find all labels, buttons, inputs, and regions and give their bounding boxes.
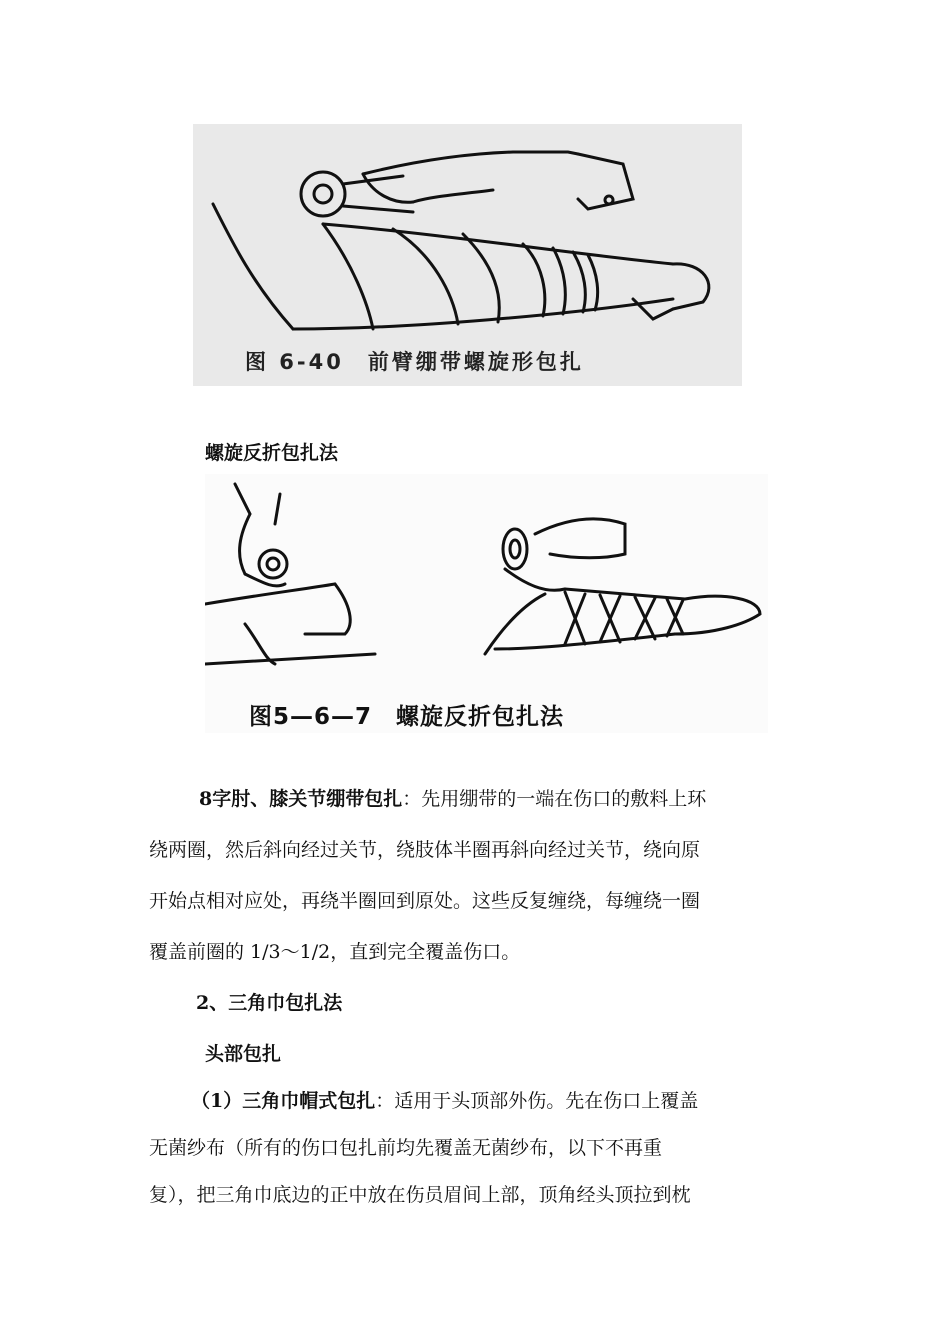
paragraph-figure-eight-line-2: 绕两圈，然后斜向经过关节，绕肢体半圈再斜向经过关节，绕向原 [149,839,701,861]
paragraph-title: 8字肘、膝关节绷带包扎 [199,788,403,810]
heading-triangle-bandage: 2、三角巾包扎法 [196,992,343,1014]
heading-spiral-reverse: 螺旋反折包扎法 [205,442,339,464]
paragraph-figure-eight-line-4: 覆盖前圈的 1/3～1/2，直到完全覆盖伤口。 [149,941,521,963]
figure-caption: 图5—6—7 螺旋反折包扎法 [249,704,565,730]
paragraph-triangle-cap-line-1 [191,1076,698,1127]
paragraph-text: ：先用绷带的一端在伤口的敷料上环 [402,788,707,810]
figure-caption: 图 6-40 前臂绷带螺旋形包扎 [245,350,584,374]
paragraph-figure-eight-line-3: 开始点相对应处，再绕半圈回到原处。这些反复缠绕，每缠绕一圈 [149,890,701,912]
paragraph-text: ：适用于头顶部外伤。先在伤口上覆盖 [375,1090,699,1112]
figure-spiral-reverse-bandage [205,474,768,733]
paragraph-figure-eight-line-1 [199,774,706,825]
spiral-reverse-illustration [205,474,768,733]
paragraph-triangle-cap-line-2: 无菌纱布（所有的伤口包扎前均先覆盖无菌纱布，以下不再重 [149,1137,663,1159]
figure-forearm-spiral-bandage [193,124,742,386]
paragraph-triangle-cap-line-3: 复），把三角巾底边的正中放在伤员眉间上部，顶角经头顶拉到枕 [149,1184,691,1206]
heading-head-bandage: 头部包扎 [205,1043,282,1065]
paragraph-title: （1）三角巾帽式包扎 [191,1090,376,1112]
